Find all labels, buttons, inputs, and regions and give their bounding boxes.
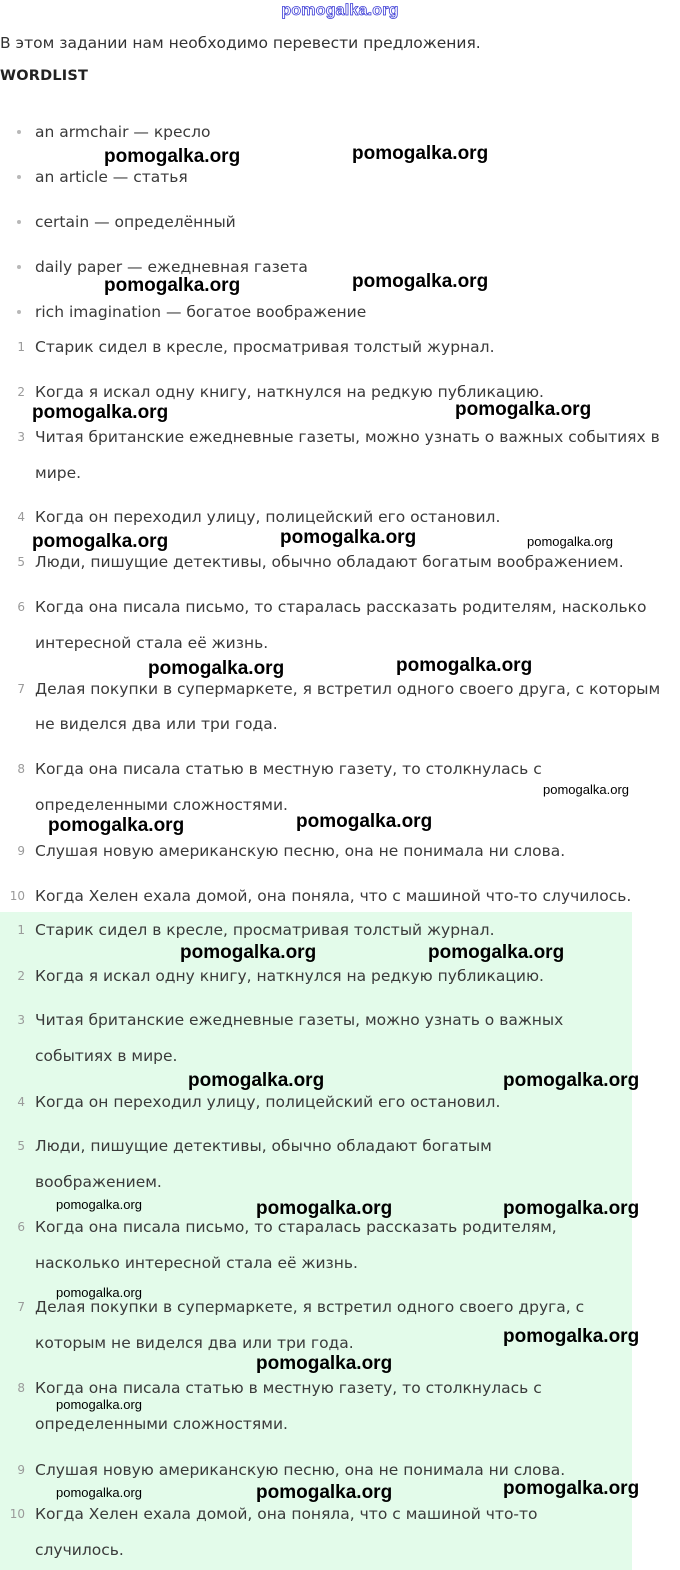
- item-number: 6: [17, 600, 25, 614]
- watermark-text: pomogalka.org: [256, 1353, 393, 1374]
- watermark-text: pomogalka.org: [543, 782, 629, 797]
- item-text: Делая покупки в супермаркете, я встретил одного своего друга, с: [35, 1298, 585, 1316]
- bullet-icon: [17, 310, 21, 314]
- item-number: 10: [9, 889, 25, 903]
- item-number: 10: [9, 1507, 25, 1521]
- watermark-text: pomogalka.org: [148, 658, 285, 679]
- item-text: daily paper — ежедневная газета: [35, 258, 308, 276]
- item-text: Читая британские ежедневные газеты, можно узнать о важных: [35, 1011, 564, 1029]
- watermark-text: pomogalka.org: [296, 811, 433, 832]
- item-text: насколько интересной стала её жизнь.: [35, 1254, 358, 1272]
- item-text: определенными сложностями.: [35, 796, 288, 814]
- item-number: 4: [17, 510, 25, 524]
- item-number: 8: [17, 762, 25, 776]
- item-text: Делая покупки в супермаркете, я встретил одного своего друга, с которым: [35, 680, 661, 698]
- bullet-icon: [17, 220, 21, 224]
- item-text: certain — определённый: [35, 213, 236, 231]
- item-text: интересной стала её жизнь.: [35, 634, 269, 652]
- item-text: мире.: [35, 464, 82, 482]
- watermark-text: pomogalka.org: [503, 1478, 640, 1499]
- item-number: 7: [17, 682, 25, 696]
- item-text: Когда она писала письмо, то старалась рассказать родителям,: [35, 1218, 557, 1236]
- watermark-text: pomogalka.org: [455, 399, 592, 420]
- item-text: Люди, пишущие детективы, обычно обладают богатым воображением.: [35, 553, 624, 571]
- watermark-text: pomogalka.org: [32, 531, 169, 552]
- item-number: 2: [17, 969, 25, 983]
- item-number: 1: [17, 340, 25, 354]
- item-number: 3: [17, 430, 25, 444]
- item-text: Когда он переходил улицу, полицейский его остановил.: [35, 508, 501, 526]
- item-number: 4: [17, 1095, 25, 1109]
- item-text: Старик сидел в кресле, просматривая толстый журнал.: [35, 921, 495, 939]
- item-number: 2: [17, 385, 25, 399]
- item-text: Когда я искал одну книгу, наткнулся на редкую публикацию.: [35, 383, 544, 401]
- watermark-text: pomogalka.org: [503, 1326, 640, 1347]
- watermark-text: pomogalka.org: [56, 1285, 142, 1300]
- watermark-text: pomogalka.org: [527, 534, 613, 549]
- bullet-icon: [17, 265, 21, 269]
- wordlist-heading: WORDLIST: [0, 68, 89, 84]
- watermark-text: pomogalka.org: [352, 271, 489, 292]
- item-number: 5: [17, 1139, 25, 1153]
- item-number: 9: [17, 1463, 25, 1477]
- item-text: Когда я искал одну книгу, наткнулся на редкую публикацию.: [35, 967, 544, 985]
- item-text: Когда он переходил улицу, полицейский его остановил.: [35, 1093, 501, 1111]
- watermark-text: pomogalka.org: [180, 942, 317, 963]
- item-number: 6: [17, 1220, 25, 1234]
- item-text: определенными сложностями.: [35, 1415, 288, 1433]
- watermark-text: pomogalka.org: [396, 655, 533, 676]
- item-number: 5: [17, 555, 25, 569]
- watermark-text: pomogalka.org: [503, 1198, 640, 1219]
- item-text: Когда она писала статью в местную газету, то столкнулась с: [35, 1379, 542, 1397]
- watermark-text: pomogalka.org: [56, 1197, 142, 1212]
- item-text: событиях в мире.: [35, 1047, 178, 1065]
- item-text: an article — статья: [35, 168, 188, 186]
- watermark-text: pomogalka.org: [56, 1485, 142, 1500]
- item-text: rich imagination — богатое воображение: [35, 303, 367, 321]
- item-text: Люди, пишущие детективы, обычно обладают богатым: [35, 1137, 492, 1155]
- watermark-text: pomogalka.org: [56, 1397, 142, 1412]
- item-text: Слушая новую американскую песню, она не понимала ни слова.: [35, 1461, 566, 1479]
- item-text: не виделся два или три года.: [35, 715, 278, 733]
- item-number: 3: [17, 1013, 25, 1027]
- item-text: которым не виделся два или три года.: [35, 1334, 354, 1352]
- watermark-text: pomogalka.org: [48, 815, 185, 836]
- intro-text: В этом задании нам необходимо перевести предложения.: [0, 34, 481, 52]
- item-text: Старик сидел в кресле, просматривая толстый журнал.: [35, 338, 495, 356]
- watermark-text: pomogalka.org: [280, 527, 417, 548]
- item-text: случилось.: [35, 1541, 124, 1559]
- site-logo[interactable]: pomogalka.org: [281, 2, 399, 19]
- item-number: 7: [17, 1300, 25, 1314]
- item-text: воображением.: [35, 1173, 162, 1191]
- watermark-text: pomogalka.org: [188, 1070, 325, 1091]
- item-text: Когда она писала письмо, то старалась рассказать родителям, насколько: [35, 598, 647, 616]
- bullet-icon: [17, 130, 21, 134]
- item-text: Когда она писала статью в местную газету, то столкнулась с: [35, 760, 542, 778]
- item-text: Читая британские ежедневные газеты, можно узнать о важных событиях в: [35, 428, 660, 446]
- item-text: Когда Хелен ехала домой, она поняла, что с машиной что-то случилось.: [35, 887, 632, 905]
- watermark-text: pomogalka.org: [32, 402, 169, 423]
- item-text: Когда Хелен ехала домой, она поняла, что с машиной что-то: [35, 1505, 538, 1523]
- watermark-text: pomogalka.org: [352, 143, 489, 164]
- item-text: Слушая новую американскую песню, она не понимала ни слова.: [35, 842, 566, 860]
- item-number: 8: [17, 1381, 25, 1395]
- item-number: 9: [17, 844, 25, 858]
- watermark-text: pomogalka.org: [503, 1070, 640, 1091]
- watermark-text: pomogalka.org: [256, 1482, 393, 1503]
- bullet-icon: [17, 175, 21, 179]
- item-text: an armchair — кресло: [35, 123, 211, 141]
- watermark-text: pomogalka.org: [428, 942, 565, 963]
- watermark-text: pomogalka.org: [256, 1198, 393, 1219]
- item-number: 1: [17, 923, 25, 937]
- watermark-text: pomogalka.org: [104, 146, 241, 167]
- watermark-text: pomogalka.org: [104, 275, 241, 296]
